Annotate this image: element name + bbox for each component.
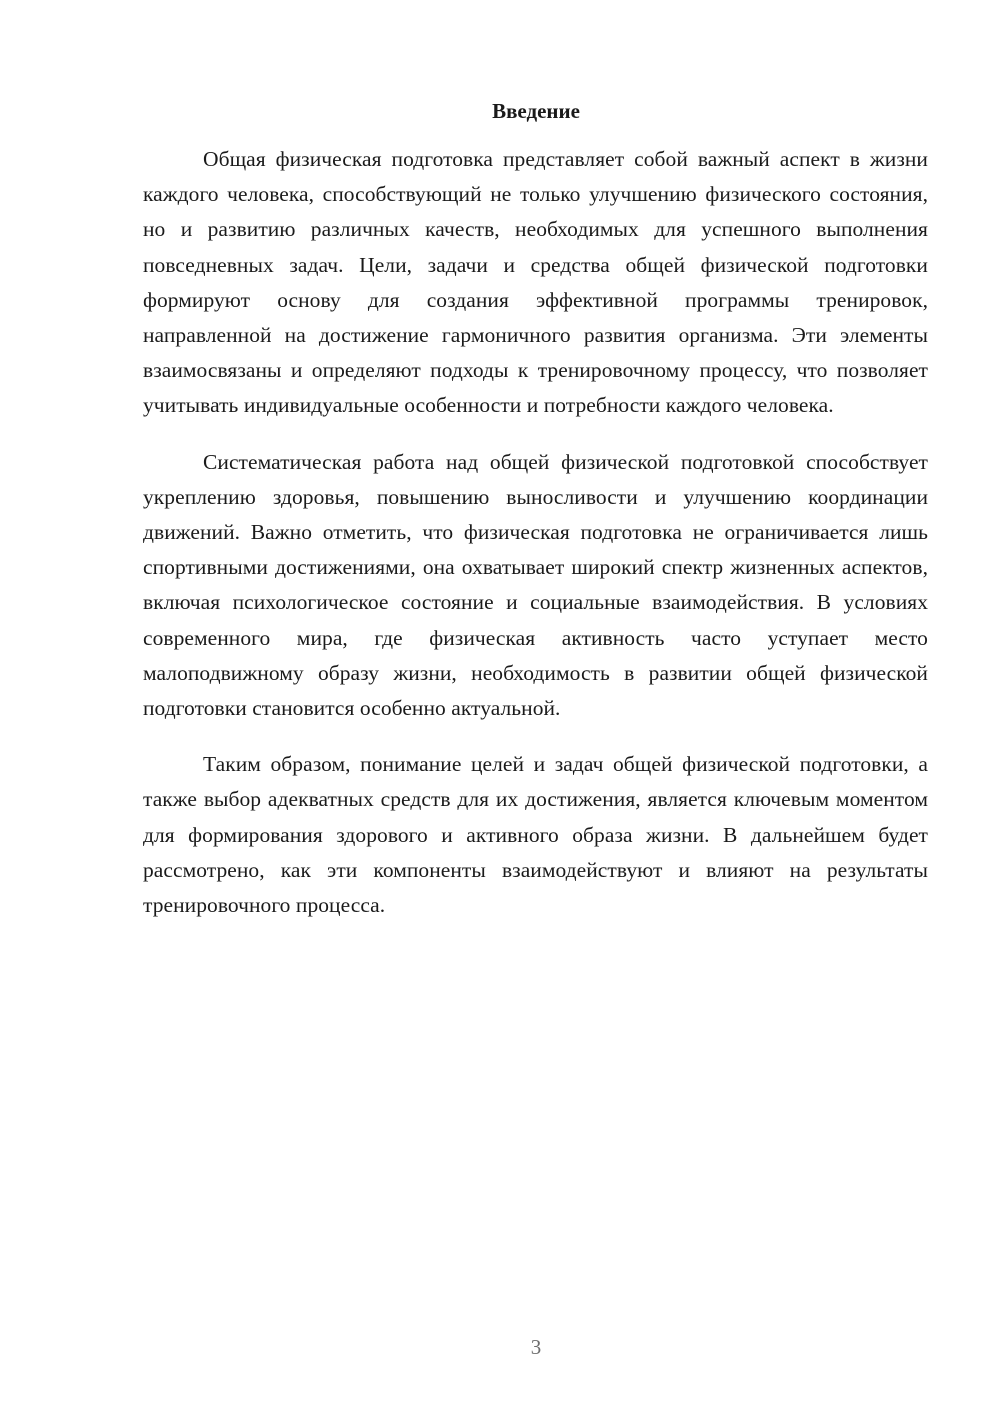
- paragraph-3: Таким образом, понимание целей и задач общей физической подготовки, а также выбор адекватных средств для их достижения, является ключевым моментом для формирования здорового и активного образа жизни. В дальнейшем будет рассмотрено, как эти компоненты взаимодействуют и влияют на результаты тренировочного процесса.: [143, 752, 928, 918]
- section-title: Введение: [492, 99, 580, 123]
- body-text: [143, 142, 928, 944]
- page-number: 3: [530, 1335, 542, 1359]
- paragraph-2: Систематическая работа над общей физической подготовкой способствует укреплению здоровья, повышению выносливости и улучшению координации движений. Важно отметить, что физическая подготовка не ограничивается лишь спортивными достижениями, она охватывает широкий спектр жизненных аспектов, включая психологическое состояние и социальные взаимодействия. В условиях современного мира, где физическая активность часто уступает место малоподвижному образу жизни, необходимость в развитии общей физической подготовки становится особенно актуальной.: [143, 449, 928, 721]
- paragraph-1: Общая физическая подготовка представляет собой важный аспект в жизни каждого человека, способствующий не только улучшению физического состояния, но и развитию различных качеств, необходимых для успешного выполнения повседневных задач. Цели, задачи и средства общей физической подготовки формируют основу для создания эффективной программы тренировок, направленной на достижение гармоничного развития организма. Эти элементы взаимосвязаны и определяют подходы к тренировочному процессу, что позволяет учитывать индивидуальные особенности и потребности каждого человека.: [143, 147, 928, 418]
